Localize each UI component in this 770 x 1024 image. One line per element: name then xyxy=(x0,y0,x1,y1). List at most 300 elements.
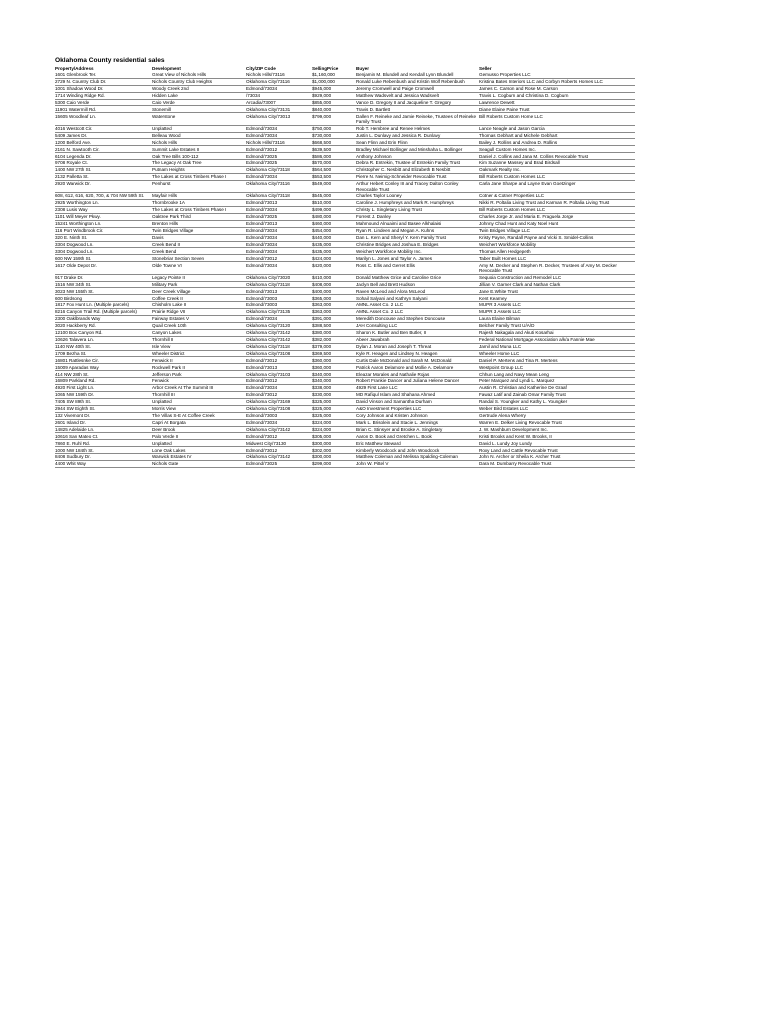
development-cell: Creek Bend II xyxy=(152,241,246,248)
city-zip-cell: Edmond/73012 xyxy=(246,378,312,385)
property-address-cell: 1140 NW 40th St. xyxy=(55,343,152,350)
property-address-cell: 7860 E. Ruhl Rd. xyxy=(55,440,152,447)
city-zip-cell: Oklahoma City/73135 xyxy=(246,309,312,316)
property-address-cell: 3023 NW 155th St. xyxy=(55,288,152,295)
seller-cell: Rajesh Nakagala and Akuti Kosarhai xyxy=(479,329,635,336)
table-row xyxy=(55,329,635,336)
development-cell: Putnam Heights xyxy=(152,167,246,174)
city-zip-cell: Edmond/73012 xyxy=(246,433,312,440)
development-cell: The Villas S-E At Coffee Creek xyxy=(152,412,246,419)
property-address-cell: 15605 Woodleaf Ln. xyxy=(55,113,152,125)
city-zip-cell: Nichols Hills/73116 xyxy=(246,139,312,146)
selling-price-cell: $382,000 xyxy=(312,336,356,343)
table-row xyxy=(55,398,635,405)
table-row xyxy=(55,248,635,255)
buyer-cell: Travis D. Bartlett xyxy=(356,106,479,113)
selling-price-cell: $750,000 xyxy=(312,125,356,132)
property-address-cell: 10626 Talavera Ln. xyxy=(55,336,152,343)
seller-cell: Federal National Mortgage Association a/k/a Fannie Mae xyxy=(479,336,635,343)
development-cell: Hidden Lake xyxy=(152,92,246,99)
buyer-cell: JAH Consulting LLC xyxy=(356,322,479,329)
development-cell: Unplatted xyxy=(152,398,246,405)
seller-cell: Fawaz Latif and Zainab Omar Family Trust xyxy=(479,392,635,399)
seller-cell: Jane E.White Trust xyxy=(479,288,635,295)
buyer-cell: Charles Taylor Looney xyxy=(356,193,479,200)
table-row xyxy=(55,262,635,274)
city-zip-cell: Edmond/73034 xyxy=(246,132,312,139)
table-row xyxy=(55,433,635,440)
table-row xyxy=(55,309,635,316)
city-zip-cell: Edmond/73034 xyxy=(246,85,312,92)
property-address-cell: 1000 NW 184th St. xyxy=(55,447,152,454)
selling-price-cell: $324,000 xyxy=(312,426,356,433)
development-cell: Mayfair Hills xyxy=(152,193,246,200)
property-address-cell: 6104 Legenda Dr. xyxy=(55,153,152,160)
selling-price-cell: $480,000 xyxy=(312,213,356,220)
development-cell: Arbor Creek At The Summit III xyxy=(152,385,246,392)
property-address-cell: 1200 Belford Ave. xyxy=(55,139,152,146)
development-cell: Twin Bridges Village xyxy=(152,227,246,234)
selling-price-cell: $300,000 xyxy=(312,454,356,461)
development-cell: Lone Oak Lakes xyxy=(152,447,246,454)
city-zip-cell: Oklahoma City/73118 xyxy=(246,193,312,200)
table-row xyxy=(55,160,635,167)
city-zip-cell: Oklahoma City/73103 xyxy=(246,371,312,378)
development-cell: The Lakes at Cross Timbers Phase I xyxy=(152,174,246,181)
buyer-cell: Benjamin M. Blundell and Kendall Lynn Blundell xyxy=(356,72,479,78)
city-zip-cell: /73034 xyxy=(246,92,312,99)
property-address-cell: 4016 Westcott Cir. xyxy=(55,125,152,132)
selling-price-cell: $639,500 xyxy=(312,146,356,153)
seller-cell: Amy M. Decker and Stephen R. Decker, Trustees of Amy M. Decker Revocable Trust xyxy=(479,262,635,274)
property-address-cell: 2300 Oaklbrands Way xyxy=(55,316,152,323)
seller-cell: Taber Built Homes LLC xyxy=(479,255,635,262)
table-row xyxy=(55,295,635,302)
property-address-cell: 1101 Will Meyer Pkwy. xyxy=(55,213,152,220)
seller-cell: John N. Archer or Sheila K. Archer Trust xyxy=(479,454,635,461)
city-zip-cell: Edmond/73034 xyxy=(246,174,312,181)
buyer-cell: Cory Johnson and Kristen Johnson xyxy=(356,412,479,419)
development-cell: Thornhill III xyxy=(152,392,246,399)
property-address-cell: 1400 NW 27th St. xyxy=(55,167,152,174)
development-cell: Morris View xyxy=(152,405,246,412)
city-zip-cell: Arcadia/73007 xyxy=(246,99,312,106)
table-row xyxy=(55,302,635,309)
selling-price-cell: $408,000 xyxy=(312,281,356,288)
city-zip-cell: Edmond/73034 xyxy=(246,241,312,248)
development-cell: Penhurst xyxy=(152,180,246,192)
seller-cell: Nikki R. Poltalia Living Trust and Karman R. Poltalia Living Trust xyxy=(479,200,635,207)
selling-price-cell: $440,000 xyxy=(312,234,356,241)
table-row xyxy=(55,139,635,146)
development-cell: Woody Creek 2nd xyxy=(152,85,246,92)
property-address-cell: 8408 Sudbury Dr. xyxy=(55,454,152,461)
selling-price-cell: $299,000 xyxy=(312,461,356,468)
header-city-zip: City/ZIP Code xyxy=(246,66,276,72)
buyer-cell: Arthur Hebert Conley III and Tracey Dalton Conley Revocable Trust xyxy=(356,180,479,192)
selling-price-cell: $410,000 xyxy=(312,274,356,281)
selling-price-cell: $460,000 xyxy=(312,220,356,227)
city-zip-cell: Edmond/73034 xyxy=(246,248,312,255)
property-address-cell: 1001 Shadow Wood Dr. xyxy=(55,85,152,92)
table-row xyxy=(55,113,635,125)
buyer-cell: AMNL Asset Co. 2 LLC xyxy=(356,302,479,309)
seller-cell: Randal S. Youngker and Kathy L. Youngker xyxy=(479,398,635,405)
selling-price-cell: $340,000 xyxy=(312,378,356,385)
buyer-cell: Patrick Aaron Delamore and Mollie A. Delamore xyxy=(356,364,479,371)
buyer-cell: A&O Investment Properties LLC xyxy=(356,405,479,412)
development-cell: Nichols Hills xyxy=(152,139,246,146)
table-row xyxy=(55,316,635,323)
seller-cell: Oakmark Realty Inc. xyxy=(479,167,635,174)
selling-price-cell: $840,000 xyxy=(312,106,356,113)
seller-cell: Kristi Brooks and Kent W. Brooks, II xyxy=(479,433,635,440)
seller-cell: Twin Bridges Village LLC xyxy=(479,227,635,234)
table-row xyxy=(55,220,635,227)
table-row xyxy=(55,350,635,357)
buyer-cell: Sean Flinn and Erin Flinn xyxy=(356,139,479,146)
seller-cell: Chhun Lang and Navy Mean Leng xyxy=(479,371,635,378)
property-address-cell: 1516 NW 34th St. xyxy=(55,281,152,288)
development-cell: Great View of Nichols Hills xyxy=(152,72,246,78)
development-cell: Fairway Estates V xyxy=(152,316,246,323)
selling-price-cell: $360,000 xyxy=(312,357,356,364)
seller-cell: Kent Kearney xyxy=(479,295,635,302)
city-zip-cell: Edmond/73013 xyxy=(246,288,312,295)
selling-price-cell: $545,000 xyxy=(312,193,356,200)
property-address-cell: 1601 Glenbrook Ter. xyxy=(55,72,152,78)
buyer-cell: Debra R. Entrekin, Trustee of Entrekin Family Trust xyxy=(356,160,479,167)
city-zip-cell: Edmond/73025 xyxy=(246,461,312,468)
header-buyer: Buyer xyxy=(356,66,370,72)
city-zip-cell: Oklahoma City/73142 xyxy=(246,454,312,461)
selling-price-cell: $586,000 xyxy=(312,153,356,160)
selling-price-cell: $391,000 xyxy=(312,316,356,323)
property-address-cell: 2601 Island Dr. xyxy=(55,419,152,426)
table-row xyxy=(55,357,635,364)
selling-price-cell: $300,000 xyxy=(312,440,356,447)
seller-cell: David L. Lundy Joy Lundy xyxy=(479,440,635,447)
property-address-cell: 600 NW 159th St. xyxy=(55,255,152,262)
buyer-cell: Raven McLeod and Alora McLeod xyxy=(356,288,479,295)
seller-cell: Bill Roberts Custom Homes LLC xyxy=(479,174,635,181)
selling-price-cell: $305,000 xyxy=(312,433,356,440)
property-address-cell: 11901 Watermill Rd. xyxy=(55,106,152,113)
property-address-cell: 917 Drake Dr. xyxy=(55,274,152,281)
buyer-cell: Eric Matthew Steward xyxy=(356,440,479,447)
table-row xyxy=(55,92,635,99)
property-address-cell: 2944 SW Eighth St. xyxy=(55,405,152,412)
city-zip-cell: Edmond/73012 xyxy=(246,255,312,262)
property-address-cell: 8216 Canyon Trail Rd. (Multiple parcels) xyxy=(55,309,152,316)
buyer-cell: Ryan R. Lindeen and Megan A. Kuhns xyxy=(356,227,479,234)
seller-cell: Kristina Bates Interiors LLC and Corbyn Roberts Homes LLC xyxy=(479,78,635,85)
table-row xyxy=(55,167,635,174)
property-address-cell: 4400 Whit Way xyxy=(55,461,152,468)
development-cell: Unplatted xyxy=(152,125,246,132)
buyer-cell: Abeer Jawabrah xyxy=(356,336,479,343)
city-zip-cell: Edmond/73034 xyxy=(246,227,312,234)
property-address-cell: 2132 Palletta St. xyxy=(55,174,152,181)
property-address-cell: 608, 612, 616, 620, 700, & 704 NW 59th St. xyxy=(55,193,152,200)
selling-price-cell: $324,000 xyxy=(312,419,356,426)
table-row xyxy=(55,241,635,248)
table-row xyxy=(55,193,635,200)
buyer-cell: Meredith Doncouse and Stephen Doncouse xyxy=(356,316,479,323)
buyer-cell: Jeremy Cromwell and Paige Cromwell xyxy=(356,85,479,92)
city-zip-cell: Oklahoma City/73131 xyxy=(246,106,312,113)
property-address-cell: 5409 James Dr. xyxy=(55,132,152,139)
property-address-cell: 7405 SW 89th St. xyxy=(55,398,152,405)
seller-cell: Bill Roberts Custom Home LLC xyxy=(479,113,635,125)
table-row xyxy=(55,200,635,207)
development-cell: Oak Tree Bills 100-112 xyxy=(152,153,246,160)
development-cell: Prairie Ridge VII xyxy=(152,309,246,316)
buyer-cell: AMNL Asset Co. 2 LLC xyxy=(356,309,479,316)
seller-cell: MUPR 3 Assets LLC xyxy=(479,302,635,309)
table-row xyxy=(55,227,635,234)
sales-table xyxy=(55,66,635,468)
seller-cell: Jillian V. Garner Clark and Nathan Clark xyxy=(479,281,635,288)
seller-cell: Thomas Allen Hedgepeth xyxy=(479,248,635,255)
city-zip-cell: Oklahoma City/73142 xyxy=(246,336,312,343)
development-cell: Capri At Borgata xyxy=(152,419,246,426)
development-cell: Nichols Gate xyxy=(152,461,246,468)
selling-price-cell: $855,000 xyxy=(312,99,356,106)
seller-cell: Kim Suzanne Massey and Brad Birdsall xyxy=(479,160,635,167)
buyer-cell: Matthew Wadsvelt and Jessica Wadsvelt xyxy=(356,92,479,99)
property-address-cell: 3304 Dogwood Ln. xyxy=(55,241,152,248)
city-zip-cell: Oklahoma City/73142 xyxy=(246,329,312,336)
city-zip-cell: Edmond/73034 xyxy=(246,419,312,426)
seller-cell: Jamil and Muna LLC xyxy=(479,343,635,350)
development-cell: Coffee Creek II xyxy=(152,295,246,302)
development-cell: Military Park xyxy=(152,281,246,288)
city-zip-cell: Nichols Hills/73116 xyxy=(246,72,312,78)
buyer-cell: Pierre N. Neimig-Schneider Revocable Trust xyxy=(356,174,479,181)
city-zip-cell: Edmond/73034 xyxy=(246,207,312,214)
buyer-cell: Caroline J. Humphreys and Mark R. Humphreys xyxy=(356,200,479,207)
city-zip-cell: Edmond/73034 xyxy=(246,125,312,132)
buyer-cell: Mark L. Brisolein and Stacie L. Jennings xyxy=(356,419,479,426)
table-row xyxy=(55,378,635,385)
city-zip-cell: Oklahoma City/73116 xyxy=(246,78,312,85)
table-row xyxy=(55,180,635,192)
seller-cell: James C. Carson and Rose M. Carson xyxy=(479,85,635,92)
header-property-address: Property/Address xyxy=(55,66,94,72)
table-row xyxy=(55,343,635,350)
property-address-cell: 5300 Caio Verde xyxy=(55,99,152,106)
selling-price-cell: $570,000 xyxy=(312,160,356,167)
table-row xyxy=(55,288,635,295)
city-zip-cell: Edmond/73003 xyxy=(246,412,312,419)
selling-price-cell: $1,000,000 xyxy=(312,78,356,85)
city-zip-cell: Edmond/73034 xyxy=(246,262,312,274)
seller-cell: Lance Neagle and Jason Garcia xyxy=(479,125,635,132)
buyer-cell: Curtis Dale McDonald and Sarah M. McDonald xyxy=(356,357,479,364)
city-zip-cell: Edmond/73003 xyxy=(246,295,312,302)
table-row xyxy=(55,392,635,399)
seller-cell: Weber Bird Estates LLC xyxy=(479,405,635,412)
table-row xyxy=(55,132,635,139)
development-cell: Jefferson Park xyxy=(152,371,246,378)
buyer-cell: Mahmound Alnuaimi and Basee Alkhalaisi xyxy=(356,220,479,227)
city-zip-cell: Edmond/73012 xyxy=(246,447,312,454)
property-address-cell: 2308 Lusis Way xyxy=(55,207,152,214)
table-row xyxy=(55,440,635,447)
seller-cell: Dara M. Dumbarry Revocable Trust xyxy=(479,461,635,468)
selling-price-cell: $668,500 xyxy=(312,139,356,146)
development-cell: Legacy Pointe II xyxy=(152,274,246,281)
property-address-cell: 600 Birdsong xyxy=(55,295,152,302)
selling-price-cell: $325,000 xyxy=(312,412,356,419)
city-zip-cell: Oklahoma City/73169 xyxy=(246,398,312,405)
selling-price-cell: $363,000 xyxy=(312,309,356,316)
buyer-cell: David Vinson and Samantha Durham xyxy=(356,398,479,405)
seller-cell: J. W. Mashburn Development Inc. xyxy=(479,426,635,433)
development-cell: Creek Bend xyxy=(152,248,246,255)
development-cell: Caio Verde xyxy=(152,99,246,106)
development-cell: Waterstone xyxy=(152,113,246,125)
buyer-cell: Sharon K. Butler and Ben Butler, II xyxy=(356,329,479,336)
seller-cell: Gertrude Alena Wherry xyxy=(479,412,635,419)
table-row xyxy=(55,255,635,262)
city-zip-cell: Edmond/73012 xyxy=(246,357,312,364)
table-row xyxy=(55,213,635,220)
property-address-cell: 116 Port Windbrook Cir. xyxy=(55,227,152,234)
city-zip-cell: Oklahoma City/73118 xyxy=(246,281,312,288)
city-zip-cell: Oklahoma City/73118 xyxy=(246,167,312,174)
table-row xyxy=(55,281,635,288)
selling-price-cell: $454,000 xyxy=(312,227,356,234)
property-address-cell: 3304 Dogwood Ln. xyxy=(55,248,152,255)
development-cell: Stonebriar Section Seven xyxy=(152,255,246,262)
city-zip-cell: Oklahoma City/73120 xyxy=(246,322,312,329)
buyer-cell: John W. Pittel V xyxy=(356,461,479,468)
buyer-cell: Sohail Salyani and Kathryn Salyani xyxy=(356,295,479,302)
document-title: Oklahoma County residential sales xyxy=(55,57,165,64)
table-row xyxy=(55,174,635,181)
header-seller: Seller xyxy=(479,66,492,72)
property-address-cell: 2729 N. Country Club Dr. xyxy=(55,78,152,85)
selling-price-cell: $945,000 xyxy=(312,85,356,92)
property-address-cell: 16809 Parkland Rd. xyxy=(55,378,152,385)
property-address-cell: 16801 Rattlesnke Cir. xyxy=(55,357,152,364)
buyer-cell: Matthew Coleman and Melissa Spalding-Coleman xyxy=(356,454,479,461)
selling-price-cell: $929,000 xyxy=(312,92,356,99)
city-zip-cell: Oklahoma City/73020 xyxy=(246,274,312,281)
selling-price-cell: $325,000 xyxy=(312,398,356,405)
header-development: Development xyxy=(152,66,181,72)
table-row xyxy=(55,85,635,92)
header-selling-price: SellingPrice xyxy=(312,66,339,72)
buyer-cell: Brian C. Stinsyer and Brooke A. Singletary xyxy=(356,426,479,433)
buyer-cell: 4929 First Lane LLC xyxy=(356,385,479,392)
selling-price-cell: $435,000 xyxy=(312,248,356,255)
property-address-cell: 4920 First Light Ln. xyxy=(55,385,152,392)
development-cell: Thornhill II xyxy=(152,336,246,343)
development-cell: Chisholm Lake II xyxy=(152,302,246,309)
buyer-cell: Christy L. Singletary Living Trust xyxy=(356,207,479,214)
property-address-cell: 12100 Box Canyon Rd. xyxy=(55,329,152,336)
buyer-cell: Aaron D. Book and Gretchen L. Book xyxy=(356,433,479,440)
development-cell: Isle View xyxy=(152,343,246,350)
selling-price-cell: $379,000 xyxy=(312,343,356,350)
development-cell: Fenwick xyxy=(152,378,246,385)
buyer-cell: Christine Bridges and Joshua E. Bridges xyxy=(356,241,479,248)
table-row xyxy=(55,454,635,461)
seller-cell: Johnny Chad Hunt and Katy Noel Hunt xyxy=(479,220,635,227)
property-address-cell: 3020 Hackberry Rd. xyxy=(55,322,152,329)
table-row xyxy=(55,78,635,85)
property-address-cell: 15009 Aparadas Way xyxy=(55,364,152,371)
city-zip-cell: Edmond/73013 xyxy=(246,364,312,371)
buyer-cell: Weichert Workforce Mobility Inc. xyxy=(356,248,479,255)
table-row xyxy=(55,125,635,132)
selling-price-cell: $1,160,000 xyxy=(312,72,356,78)
seller-cell: Carla Jane Sharpe and Layne Evan Goetzinger xyxy=(479,180,635,192)
development-cell: Thornbrooke 1A xyxy=(152,200,246,207)
table-row xyxy=(55,385,635,392)
selling-price-cell: $380,000 xyxy=(312,329,356,336)
city-zip-cell: Edmond/73013 xyxy=(246,220,312,227)
selling-price-cell: $549,000 xyxy=(312,180,356,192)
table-row xyxy=(55,412,635,419)
table-row xyxy=(55,106,635,113)
table-row xyxy=(55,274,635,281)
property-address-cell: 1714 Winding Ridge Rd. xyxy=(55,92,152,99)
development-cell: Nichols Country Club Heights xyxy=(152,78,246,85)
buyer-cell: Marilyn L. Jones and Taylor A. James xyxy=(356,255,479,262)
selling-price-cell: $400,000 xyxy=(312,288,356,295)
seller-cell: Thomas Gebhart and Michele Gebhart xyxy=(479,132,635,139)
property-address-cell: 320 E. Ninth St. xyxy=(55,234,152,241)
selling-price-cell: $302,000 xyxy=(312,447,356,454)
property-address-cell: 1709 Bezha St. xyxy=(55,350,152,357)
selling-price-cell: $510,000 xyxy=(312,200,356,207)
buyer-cell: Dan L. Kern and Sheryl Y. Kern Family Trust xyxy=(356,234,479,241)
seller-cell: Westpoint Group LLC xyxy=(479,364,635,371)
city-zip-cell: Edmond/73012 xyxy=(246,146,312,153)
property-address-cell: 1817 Fox Hunt Ln. (Multiple parcels) xyxy=(55,302,152,309)
seller-cell: Gemusso Properties LLC xyxy=(479,72,635,78)
table-row xyxy=(55,234,635,241)
table-row xyxy=(55,146,635,153)
buyer-cell: Eleazar Morales and Nathalie Rojas xyxy=(356,371,479,378)
city-zip-cell: Edmond/73013 xyxy=(246,200,312,207)
selling-price-cell: $435,000 xyxy=(312,241,356,248)
development-cell: Palo Verde II xyxy=(152,433,246,440)
property-address-cell: 9708 Royale Ct. xyxy=(55,160,152,167)
seller-cell: Roxy Land and Cattle Revocable Trust xyxy=(479,447,635,454)
seller-cell: Daniel P. Mertens and Tina R. Mertens xyxy=(479,357,635,364)
development-cell: The Lakes at Cross Timbers Phase I xyxy=(152,207,246,214)
development-cell: Fenwick II xyxy=(152,357,246,364)
city-zip-cell: Edmond/73025 xyxy=(246,153,312,160)
buyer-cell: Ronald Luke Rebenbush and Kristin Wolf Rebenbush xyxy=(356,78,479,85)
city-zip-cell: Edmond/73025 xyxy=(246,213,312,220)
property-address-cell: 1065 NW 159th Dr. xyxy=(55,392,152,399)
property-address-cell: 10616 San Mateo Ct. xyxy=(55,433,152,440)
buyer-cell: Ross C. Ellis and Gerret Ellis xyxy=(356,262,479,274)
buyer-cell: Donald Matthew Grice and Caroline Grice xyxy=(356,274,479,281)
development-cell: Unplatted xyxy=(152,440,246,447)
selling-price-cell: $553,500 xyxy=(312,174,356,181)
seller-cell: Seagull Custom Homes Inc. xyxy=(479,146,635,153)
selling-price-cell: $365,000 xyxy=(312,295,356,302)
selling-price-cell: $499,000 xyxy=(312,207,356,214)
seller-cell: Daniel J. Collins and Jana M. Collins Revocable Trust xyxy=(479,153,635,160)
